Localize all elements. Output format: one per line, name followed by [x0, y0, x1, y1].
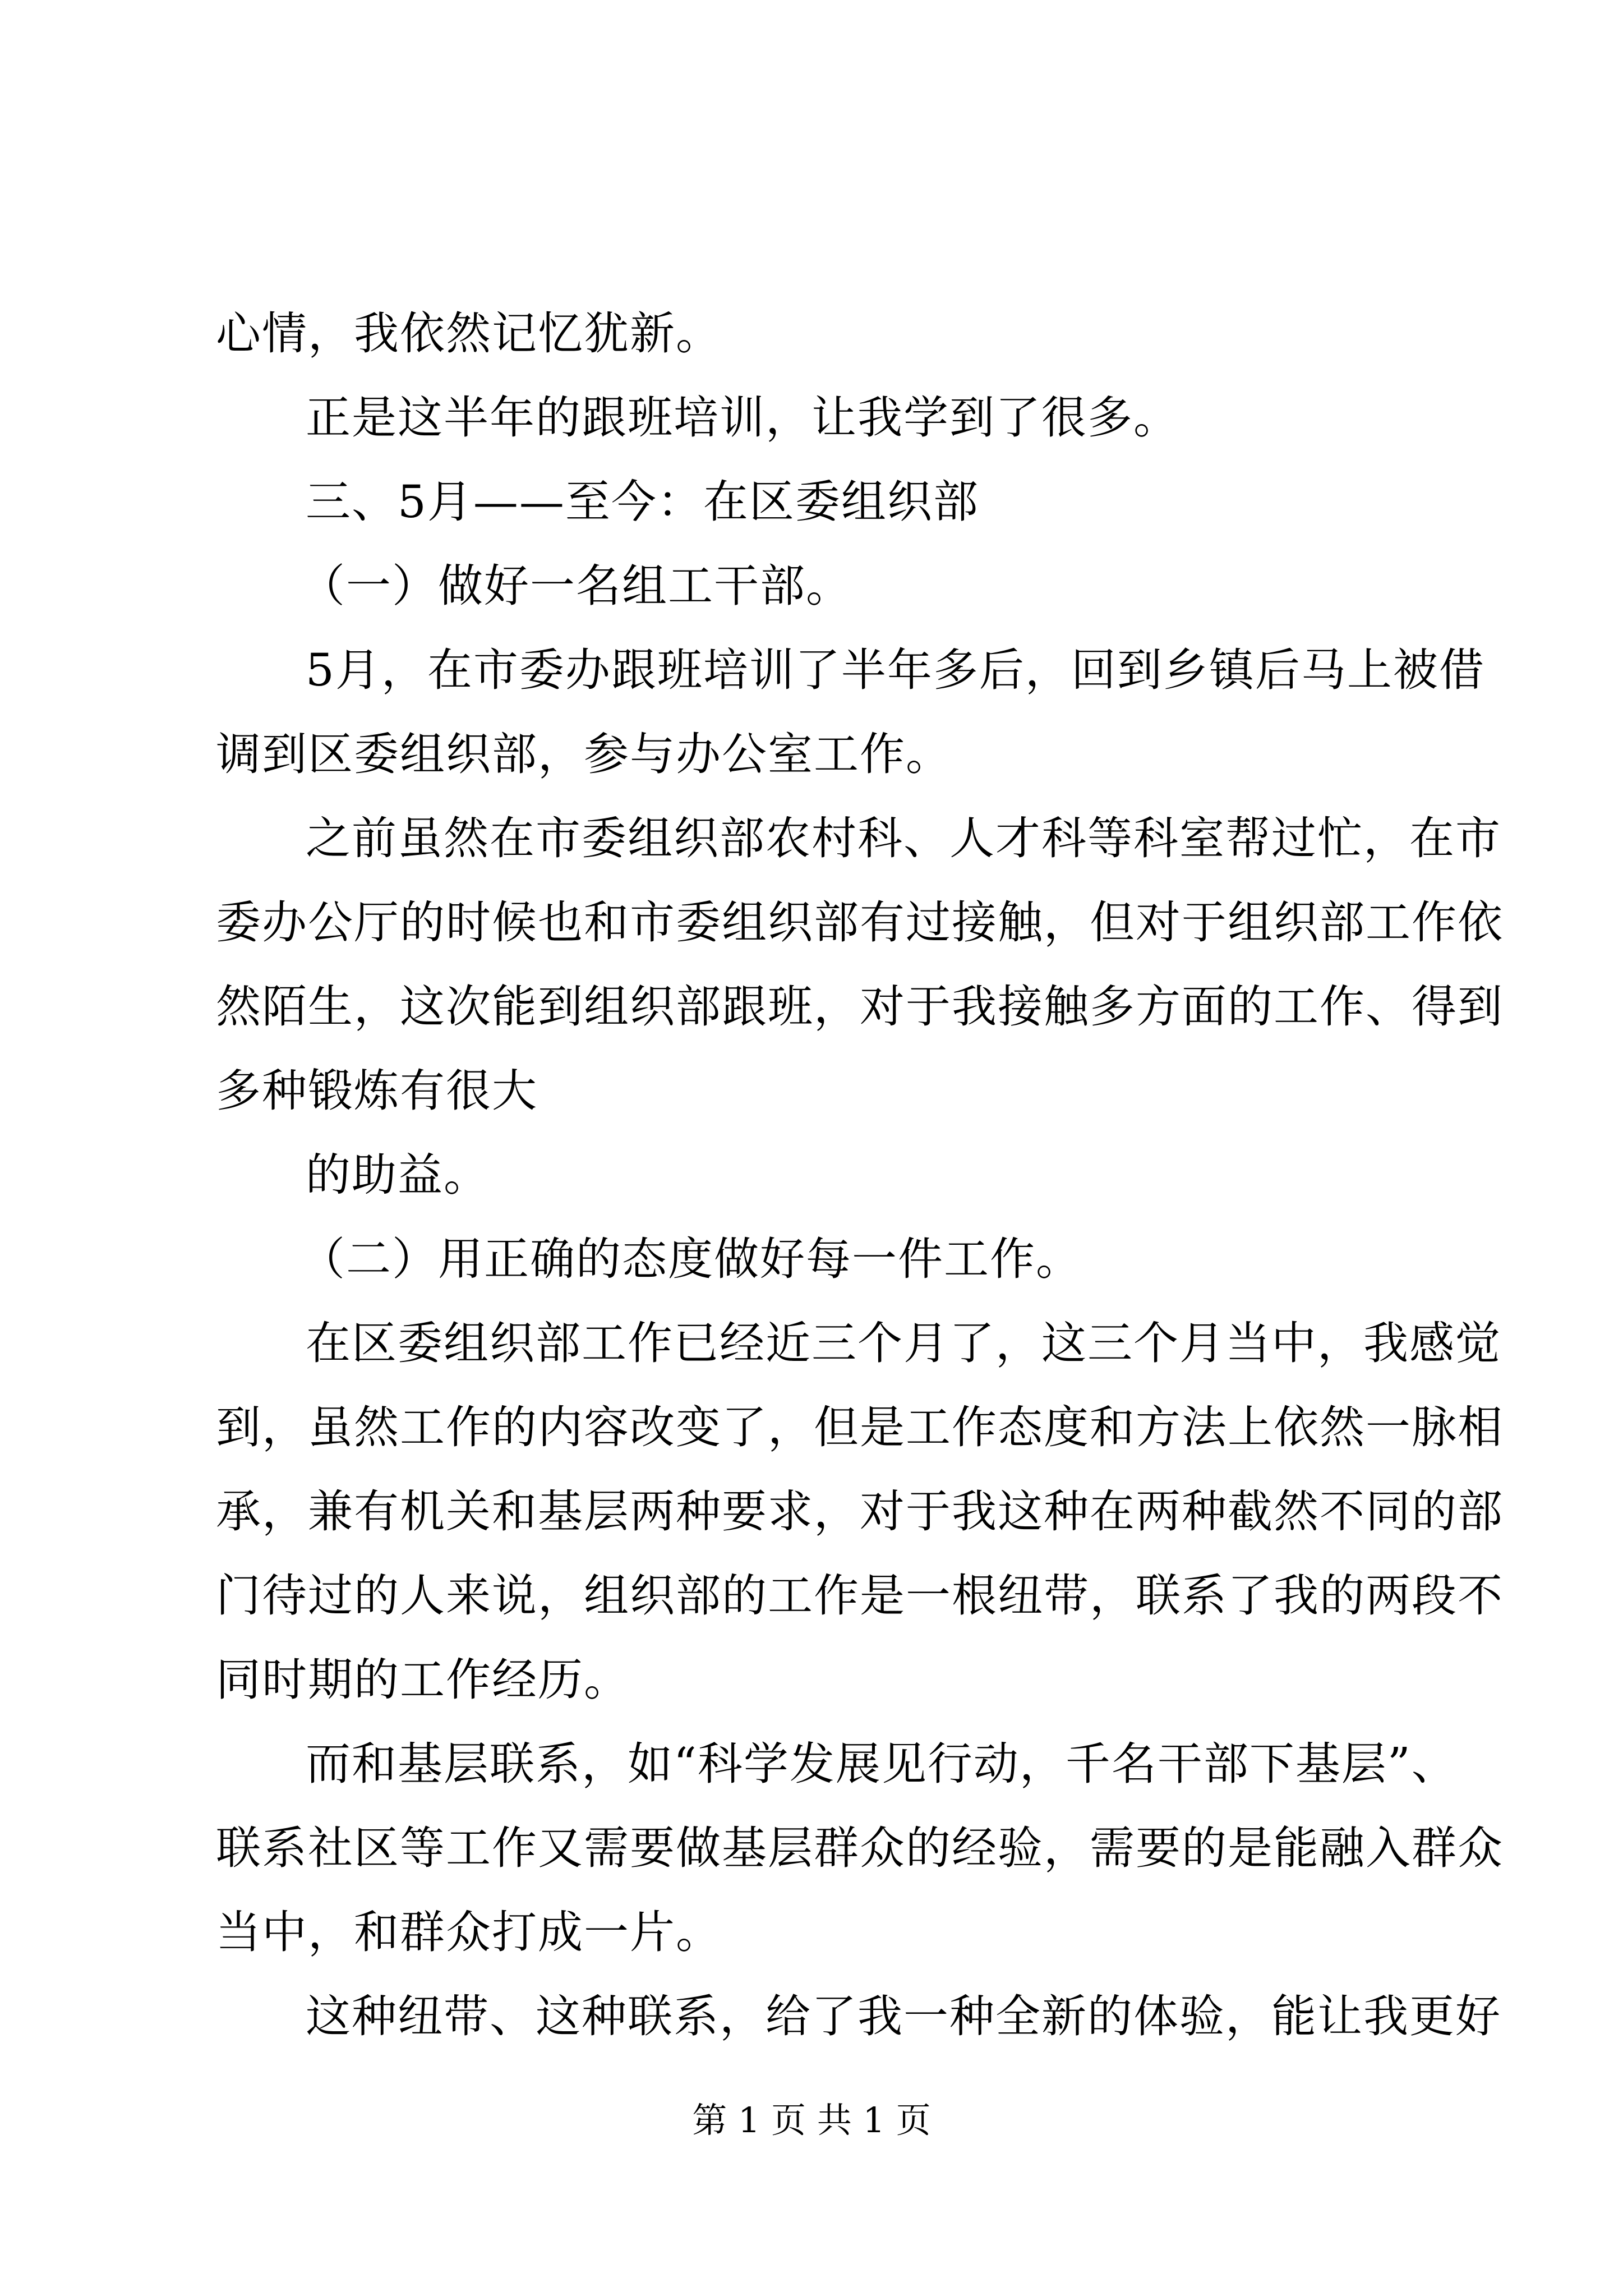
text-line: 心情，我依然记忆犹新。	[216, 307, 722, 360]
text-line: 当中，和群众打成一片。	[216, 1906, 722, 1958]
text-line: 而和基层联系，如“科学发展见行动，千名干部下基层”、	[306, 1738, 1458, 1790]
text-line: 调到区委组织部，参与办公室工作。	[216, 728, 952, 780]
text-line: 到，虽然工作的内容改变了，但是工作态度和方法上依然一脉相	[216, 1401, 1504, 1453]
text-line: 委办公厅的时候也和市委组织部有过接触，但对于组织部工作依	[216, 896, 1504, 949]
text-line: 门待过的人来说，组织部的工作是一根纽带，联系了我的两段不	[216, 1570, 1504, 1622]
text-line: 然陌生，这次能到组织部跟班，对于我接触多方面的工作、得到	[216, 981, 1504, 1033]
text-line: 之前虽然在市委组织部农村科、人才科等科室帮过忙，在市	[306, 812, 1501, 864]
text-line: 5月，在市委办跟班培训了半年多后，回到乡镇后马上被借	[306, 644, 1485, 696]
subsection-heading: （一）做好一名组工干部。	[300, 560, 852, 612]
section-heading: 三、5月——至今：在区委组织部	[306, 476, 979, 528]
text-line: 多种锻炼有很大	[216, 1065, 538, 1117]
text-line: 在区委组织部工作已经近三个月了，这三个月当中，我感觉	[306, 1317, 1501, 1369]
text-line: 承，兼有机关和基层两种要求，对于我这种在两种截然不同的部	[216, 1485, 1504, 1538]
text-line: 的助益。	[306, 1149, 490, 1201]
subsection-heading: （二）用正确的态度做好每一件工作。	[300, 1233, 1082, 1285]
text-line: 同时期的工作经历。	[216, 1654, 630, 1706]
text-line: 联系社区等工作又需要做基层群众的经验，需要的是能融入群众	[216, 1822, 1504, 1874]
page-footer: 第 1 页 共 1 页	[692, 2100, 931, 2141]
document-body	[216, 292, 1504, 2059]
text-line: 正是这半年的跟班培训，让我学到了很多。	[306, 392, 1179, 444]
text-line: 这种纽带、这种联系，给了我一种全新的体验，能让我更好	[306, 1990, 1501, 2042]
